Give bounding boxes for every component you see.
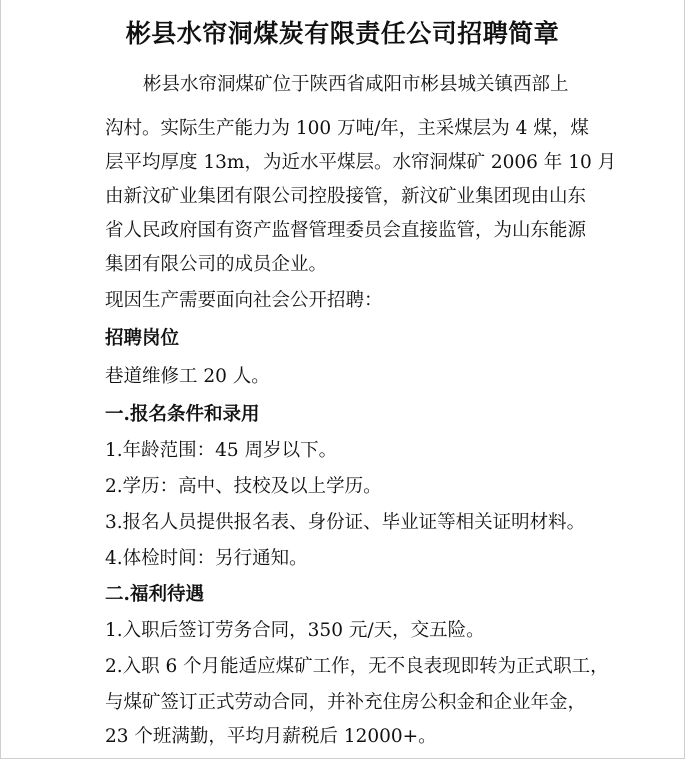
requirement-item: 4.体检时间：另行通知。 [105,548,308,569]
benefit-item: 2.入职 6 个月能适应煤矿工作，无不良表现即转为正式职工， [105,656,609,677]
intro-line: 彬县水帘洞煤矿位于陕西省咸阳市彬县城关镇西部上 [143,74,569,95]
page-title: 彬县水帘洞煤炭有限责任公司招聘简章 [125,19,560,48]
intro-line: 沟村。实际生产能力为 100 万吨/年，主采煤层为 4 煤，煤 [105,118,589,139]
position-text: 巷道维修工 20 人。 [105,366,270,387]
intro-line: 省人民政府国有资产监督管理委员会直接监管，为山东能源 [105,220,587,241]
requirement-item: 2.学历：高中、技校及以上学历。 [105,476,382,497]
section1-heading: 一.报名条件和录用 [105,404,260,425]
intro-line: 层平均厚度 13m，为近水平煤层。水帘洞煤矿 2006 年 10 月 [105,152,617,173]
position-heading: 招聘岗位 [105,328,180,349]
requirement-item: 3.报名人员提供报名表、身份证、毕业证等相关证明材料。 [105,512,586,533]
section2-heading: 二.福利待遇 [105,584,204,605]
recruit-notice: 现因生产需要面向社会公开招聘： [105,290,383,311]
benefit-item: 1.入职后签订劳务合同，350 元/天，交五险。 [105,620,485,641]
requirement-item: 1.年龄范围：45 周岁以下。 [105,440,338,461]
intro-line: 由新汶矿业集团有限公司控股接管，新汶矿业集团现由山东 [105,186,587,207]
intro-line: 集团有限公司的成员企业。 [105,254,328,275]
benefit-item-continued: 与煤矿签订正式劳动合同，并补充住房公积金和企业年金， [105,692,587,713]
benefit-item-continued: 23 个班满勤，平均月薪税后 12000+。 [105,726,437,747]
